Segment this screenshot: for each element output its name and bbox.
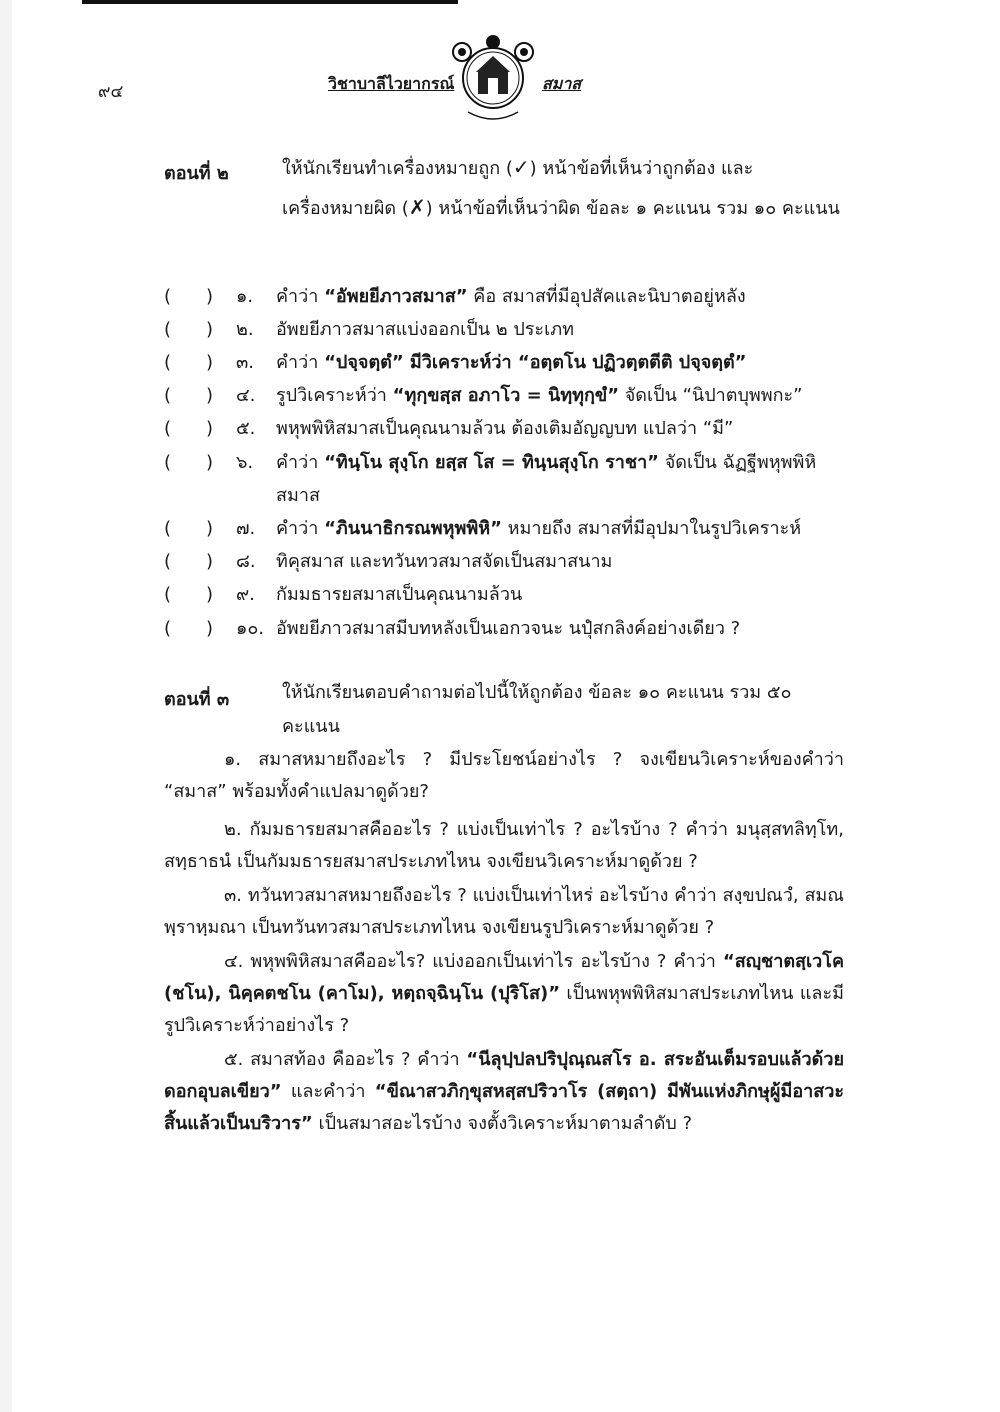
question-5-text-a: ๕. สมาสท้อง คืออะไร ? คำว่า (224, 1049, 467, 1070)
item-text-bold: “ทุกฺขสฺส อภาโว = นิทฺทุกฺขํ” (392, 385, 620, 406)
top-rule (82, 0, 458, 4)
item-text-post: หมายถึง สมาสที่มีอุปมาในรูปวิเคราะห์ (501, 518, 802, 539)
item-text (276, 313, 846, 346)
question-3-text: ๓. ทวันทวสมาสหมายถึงอะไร ? แบ่งเป็นเท่าไหร่ อะไรบ้าง คำว่า สงฺขปณวํ, สมณพฺราหฺมณา เป็นทวันทวสมาสประเภทไหน จงเขียนรูปวิเคราะห์มาดูด้วย ? (164, 885, 844, 938)
question-4-text-c: เป็นพหุพพิหิสมาสประเภทไหน และมีรูปวิเคราะห์ว่าอย่างไร ? (164, 983, 844, 1036)
question-4-text-bold: “สญฺชาตสฺเวโค (ชโน), นิคฺคตชโน (คาโม), หตฺถจฺฉินฺโน (ปุริโส)” (164, 951, 844, 1004)
answer-paren-close: ) (206, 286, 214, 307)
question-5-text-e: เป็นสมาสอะไรบ้าง จงตั้งวิเคราะห์มาตามลำดับ ? (312, 1113, 693, 1134)
item-text (276, 512, 846, 545)
question-2 (164, 814, 844, 878)
question-1 (164, 744, 844, 808)
part3-instruction: ให้นักเรียนตอบคำถามต่อไปนี้ให้ถูกต้อง ข้อละ ๑๐ คะแนน รวม ๕๐ คะแนน (282, 682, 792, 737)
question-1-text: ๑. สมาสหมายถึงอะไร ? มีประโยชน์อย่างไร ? จงเขียนวิเคราะห์ของคำว่า “สมาส” พร้อมทั้งคำแปลมาดูด้วย? (164, 749, 844, 802)
answer-paren-open[interactable]: ( (164, 551, 172, 572)
answer-paren-open[interactable]: ( (164, 618, 172, 639)
part3-label: ตอนที่ ๓ (164, 689, 230, 710)
item-text-pre: พหุพพิหิสมาสเป็นคุณนามล้วน ต้องเติมอัญญบท แปลว่า “มี” (276, 418, 734, 439)
item-text (276, 545, 846, 578)
answer-paren-close: ) (206, 518, 214, 539)
item-number: ๑. (236, 286, 254, 307)
item-text (276, 578, 846, 611)
answer-paren-open[interactable]: ( (164, 418, 172, 439)
item-text-bold: “ทินฺโน สุงฺโก ยสฺส โส = ทินฺนสุงฺโก ราชา” (324, 452, 660, 473)
question-5-text-bold-2: “ขีณาสวภิกฺขุสหสฺสปริวาโร (สตฺถา) มีพันแห่งภิกษุผู้มีอาสวะสิ้นแล้วเป็นบริวาร” (164, 1081, 844, 1134)
item-text-pre: คำว่า (276, 286, 325, 307)
item-text-pre: คำว่า (276, 518, 325, 539)
item-text-post: จัดเป็น ฉัฏฐีพหุพพิหิสมาส (276, 452, 817, 506)
part2-instruction (282, 148, 842, 228)
item-number: ๘. (236, 551, 256, 572)
page-number: ๙๔ (98, 82, 124, 102)
item-text-bold: “ภินนาธิกรณพหุพพิหิ” (324, 518, 502, 539)
answer-paren-open[interactable]: ( (164, 584, 172, 605)
part2-instruction-a: ให้นักเรียนทำเครื่องหมายถูก ( (282, 158, 513, 179)
answer-paren-close: ) (206, 452, 214, 473)
answer-paren-close: ) (206, 584, 214, 605)
answer-paren-close: ) (206, 319, 214, 340)
item-number: ๕. (236, 418, 256, 439)
answer-paren-open[interactable]: ( (164, 518, 172, 539)
item-text-post: จัดเป็น “นิปาตบุพพกะ” (619, 385, 803, 406)
answer-paren-close: ) (206, 551, 214, 572)
question-5-text-bold-1: “นีลุปฺปลปริปุณฺณสโร อ. สระอันเต็มรอบแล้วด้วยดอกอุบลเขียว” (164, 1049, 844, 1102)
item-text-bold: “อัพยยีภาวสมาส” (324, 286, 468, 307)
item-text-pre: ทิคุสมาส และทวันทวสมาสจัดเป็นสมาสนาม (276, 551, 613, 572)
item-text-bold: “ปจฺจตฺตํ” (324, 352, 404, 373)
question-5-text-c: และคำว่า (281, 1081, 375, 1102)
item-text-pre: รูปวิเคราะห์ว่า (276, 385, 393, 406)
topic-title: สมาส (542, 74, 582, 93)
item-text-pre: คำว่า (276, 352, 325, 373)
scan-edge (0, 0, 12, 1412)
answer-paren-open[interactable]: ( (164, 319, 172, 340)
question-3 (164, 880, 844, 944)
item-text-pre: กัมมธารยสมาสเป็นคุณนามล้วน (276, 584, 523, 605)
answer-paren-open[interactable]: ( (164, 452, 172, 473)
item-text (276, 612, 846, 645)
answer-paren-close: ) (206, 385, 214, 406)
item-text (276, 280, 846, 313)
item-number: ๖. (236, 452, 254, 473)
item-text-pre: อัพยยีภาวสมาสแบ่งออกเป็น ๒ ประเภท (276, 319, 574, 340)
school-emblem (448, 34, 538, 130)
item-text-pre: อัพยยีภาวสมาสมีบทหลังเป็นเอกวจนะ นปุํสกลิงค์อย่างเดียว ? (276, 618, 741, 639)
answer-paren-open[interactable]: ( (164, 385, 172, 406)
question-4-text-a: ๔. พหุพพิหิสมาสคืออะไร? แบ่งออกเป็นเท่าไร อะไรบ้าง ? คำว่า (224, 951, 723, 972)
question-4 (164, 946, 844, 1042)
answer-paren-open[interactable]: ( (164, 352, 172, 373)
answer-paren-close: ) (206, 618, 214, 639)
answer-paren-close: ) (206, 352, 214, 373)
question-5 (164, 1044, 844, 1140)
item-text-pre: คำว่า (276, 452, 325, 473)
item-number: ๔. (236, 385, 256, 406)
answer-paren-open[interactable]: ( (164, 286, 172, 307)
part2-instruction-c: ) หน้าข้อที่เห็นว่าผิด ข้อละ ๑ คะแนน รวม ๑๐ คะแนน (425, 198, 840, 219)
check-mark-icon: ✓ (512, 155, 530, 179)
item-text (276, 346, 846, 379)
item-text (276, 446, 846, 512)
part2-label: ตอนที่ ๒ (164, 163, 229, 184)
item-text-post: คือ สมาสที่มีอุปสัคและนิบาตอยู่หลัง (467, 286, 746, 307)
question-2-text: ๒. กัมมธารยสมาสคืออะไร ? แบ่งเป็นเท่าไร ? อะไรบ้าง ? คำว่า มนุสฺสทลิทฺโท, สทฺธาธนํ เป็นกัมมธารยสมาสประเภทไหน จงเขียนวิเคราะห์มาดูด้วย ? (164, 819, 844, 872)
item-text (276, 379, 846, 412)
item-number: ๑๐. (236, 618, 265, 639)
cross-mark-icon: ✗ (408, 195, 426, 219)
part2-instruction-b: ) หน้าข้อที่เห็นว่าถูกต้อง และเครื่องหมายผิด ( (282, 158, 754, 219)
subject-title: วิชาบาลีไวยากรณ์ (328, 74, 455, 93)
answer-paren-close: ) (206, 418, 214, 439)
item-text-post: มีวิเคราะห์ว่า “อตฺตโน ปฏิวตฺตตีติ ปจฺจตฺตํ” (403, 352, 747, 373)
item-number: ๗. (236, 518, 256, 539)
item-number: ๒. (236, 319, 254, 340)
item-text (276, 412, 846, 445)
item-number: ๓. (236, 352, 255, 373)
item-number: ๙. (236, 584, 255, 605)
